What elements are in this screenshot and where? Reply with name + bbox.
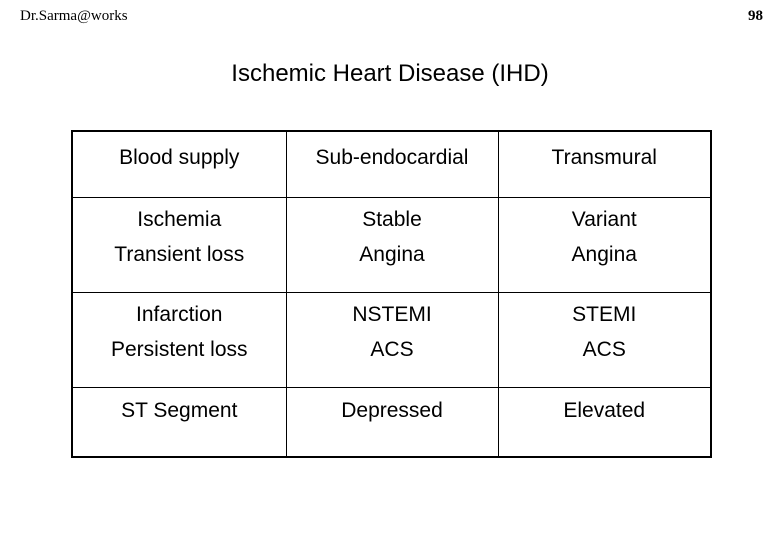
table-cell — [286, 131, 498, 197]
table-row-ischemia — [72, 197, 711, 292]
table-row-infarction — [72, 292, 711, 387]
table-cell — [72, 387, 286, 457]
cell-text: Transmural — [551, 146, 657, 169]
table-row-st-segment — [72, 387, 711, 457]
table-cell — [498, 131, 711, 197]
cell-text: Depressed — [341, 398, 443, 422]
table-cell — [498, 292, 711, 387]
cell-text: STEMI — [572, 302, 637, 326]
table-cell — [286, 197, 498, 292]
page-number: 98 — [748, 8, 763, 24]
author-label: Dr.Sarma@works — [20, 8, 128, 24]
cell-text: Elevated — [563, 398, 646, 422]
table-cell — [286, 387, 498, 457]
table-cell — [498, 387, 711, 457]
table-cell — [72, 197, 286, 292]
table-cell — [72, 292, 286, 387]
cell-text: NSTEMI — [352, 302, 432, 326]
table-cell — [72, 131, 286, 197]
cell-text: Angina — [571, 242, 637, 266]
cell-text: Angina — [359, 242, 425, 266]
cell-text: Stable — [362, 207, 422, 231]
cell-text: Variant — [571, 207, 637, 231]
slide-title: Ischemic Heart Disease (IHD) — [231, 60, 549, 87]
ihd-table — [71, 130, 712, 458]
cell-text: ACS — [582, 337, 626, 361]
table-row-blood-supply — [72, 131, 711, 197]
cell-text: Blood supply — [119, 146, 240, 169]
cell-text: Transient loss — [114, 242, 245, 266]
cell-text: Sub-endocardial — [315, 146, 469, 169]
table-cell — [286, 292, 498, 387]
table-cell — [498, 197, 711, 292]
cell-text: ST Segment — [121, 398, 238, 422]
cell-text: Persistent loss — [110, 337, 248, 361]
cell-text: Infarction — [136, 302, 223, 326]
cell-text: ACS — [370, 337, 414, 361]
cell-text: Ischemia — [137, 207, 222, 231]
